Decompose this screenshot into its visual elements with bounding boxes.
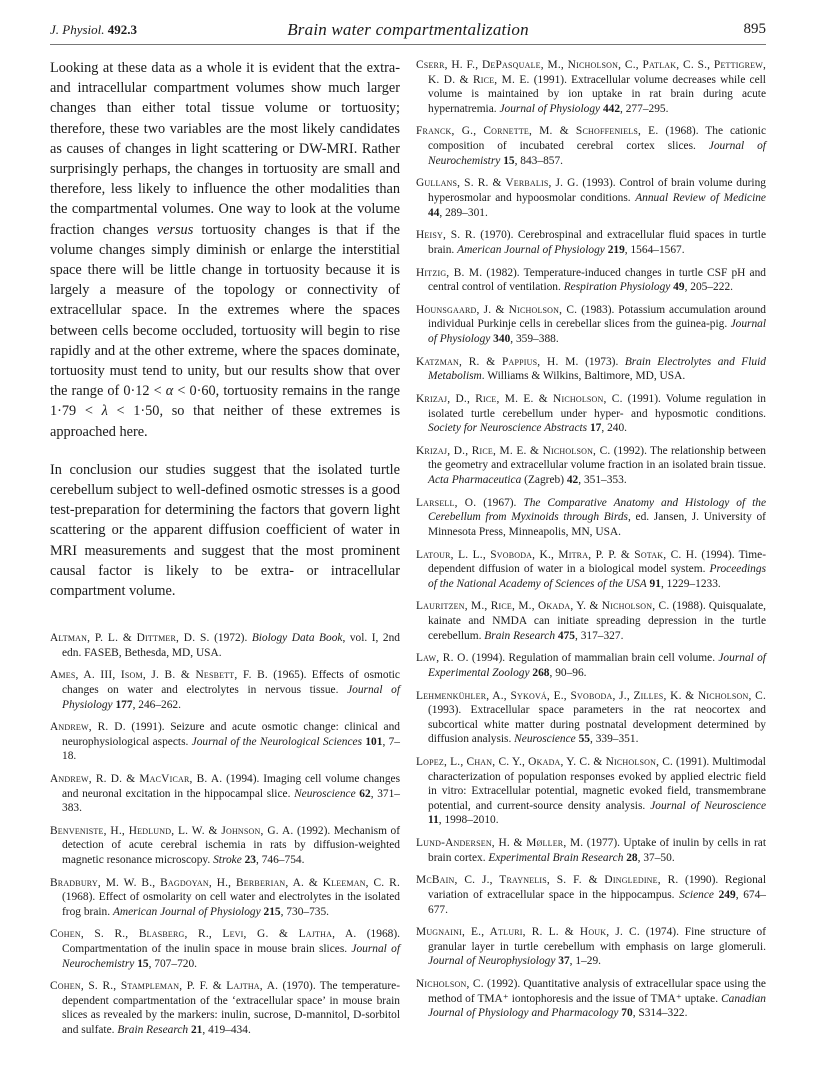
reference-year: (1993). <box>428 704 471 717</box>
reference-journal: Neuroscience <box>514 733 576 746</box>
reference-entry <box>416 873 766 917</box>
reference-title: Extracellular volume decreases while cell volume is maintained by ion uptake in rat brain during acute hypernatremia. <box>428 73 766 115</box>
reference-entry <box>50 772 400 816</box>
reference-journal: Society for Neuroscience Abstracts <box>428 422 588 435</box>
reference-pages: , 37–50. <box>637 851 675 864</box>
discussion-paragraph-2: In conclusion our studies suggest that the isolated turtle cerebellum subject to well-defined osmotic stresses is a good test-preparation for determining the factors that govern light scattering or the apparent diffusion coefficient of water in MRI measurements and suggest that the most prominent causal factor is likely to be extra- or intracellular compartment volume. <box>50 461 400 600</box>
reference-journal: Neuroscience <box>294 787 356 800</box>
reference-volume: 249 <box>713 889 736 901</box>
reference-volume: 442 <box>600 102 621 115</box>
reference-entry <box>50 824 400 868</box>
reference-volume: 23 <box>241 854 257 866</box>
reference-year: (1972). <box>209 632 252 645</box>
reference-pages: , 246–262. <box>132 698 181 711</box>
reference-year: (1967). <box>476 496 524 509</box>
reference-authors: Benveniste, H., Hedlund, L. W. & Johnson, G. A. <box>50 824 294 837</box>
p1-text-a: Looking at these data as a whole it is evident that the extra- and intracellular compartment volumes show much larger changes than either total tissue volume or tortuosity; therefore, these two variables are the most likely candidates as causes of changes in light scattering or DW-MRI. Rather surprisingly perhaps, the changes in tortuosity are small and therefore, less likely to influence the other modalities than the compartmental volumes. One way to look at the volume fraction changes <box>50 60 400 238</box>
reference-volume: 15 <box>500 154 515 167</box>
reference-journal: Biology Data Book <box>251 632 343 645</box>
reference-authors: Andrew, R. D. <box>50 721 126 734</box>
reference-journal: Annual Review of Medicine <box>635 191 766 204</box>
reference-authors: Nicholson, C. <box>416 978 484 991</box>
reference-year: (1982). <box>482 266 524 279</box>
reference-year: (1970). <box>475 229 518 242</box>
reference-title: The cationic composition of incubated cerebral cortex slices. <box>428 125 766 153</box>
reference-pages: , 317–327. <box>575 629 624 642</box>
reference-year: (1992). <box>483 978 524 991</box>
reference-entry <box>50 927 400 971</box>
reference-pages: , 351–353. <box>578 474 627 486</box>
running-header <box>50 20 766 42</box>
reference-year: (1988). <box>669 600 709 613</box>
reference-pages: , 1–29. <box>569 955 601 968</box>
reference-year: (1968). <box>356 928 400 941</box>
reference-title: The temperature-dependent compartmentation of the ‘extracellular space’ in mouse brain slices as revealed by the markers: inulin, sucrose, D-mannitol, D-sorbitol and sulfate. <box>62 980 400 1036</box>
reference-journal: Acta Pharmaceutica <box>428 474 522 486</box>
reference-title: Uptake of inulin by cells in rat brain cortex. <box>428 837 766 864</box>
reference-journal: American Journal of Physiology <box>112 905 261 918</box>
reference-authors: Law, R. O. <box>416 652 469 665</box>
reference-title: Compartmentation of the inulin space in mouse brain slices. <box>62 942 352 955</box>
reference-details: . Williams & Wilkins, Baltimore, MD, USA. <box>481 370 686 383</box>
p1-versus: versus <box>156 221 194 238</box>
reference-title: Imaging cell volume changes and neuronal excitation in the hippocampal slice. <box>62 773 401 800</box>
discussion-paragraph-1 <box>50 58 400 442</box>
reference-journal: Science <box>679 889 714 901</box>
reference-year: (1994). <box>468 652 509 665</box>
reference-journal: Journal of Neurochemistry <box>428 140 766 167</box>
left-column <box>50 58 400 1046</box>
reference-entry <box>416 599 766 643</box>
reference-journal: Journal of Neurophysiology <box>428 955 556 968</box>
reference-pages: , 205–222. <box>684 281 733 294</box>
alpha-symbol: α <box>165 383 174 400</box>
reference-entry <box>416 651 766 680</box>
reference-volume: 177 <box>112 698 133 711</box>
reference-pages: , 674–677. <box>428 889 766 916</box>
reference-journal: Proceedings of the National Academy of Sciences of the USA <box>428 563 766 590</box>
reference-journal: Journal of Physiology <box>499 102 601 115</box>
reference-journal: Journal of the Neurological Sciences <box>191 735 363 748</box>
reference-volume: 219 <box>604 243 625 256</box>
reference-journal: Journal of Experimental Zoology <box>428 652 766 679</box>
reference-volume: 340 <box>490 332 511 345</box>
reference-journal: Journal of Neuroscience <box>650 799 766 812</box>
reference-year: (1965). <box>267 669 312 682</box>
reference-entry <box>416 176 766 220</box>
reference-volume: 475 <box>555 629 575 642</box>
reference-title: Potassium accumulation around individual Purkinje cells in cerebellar slices from the guinea-pig. <box>428 303 766 331</box>
reference-title: Quantitative analysis of extracellular space using the method of TMA⁺ iontophoresis and the issue of TMA⁺ uptake. <box>428 978 766 1005</box>
reference-entry <box>416 444 766 488</box>
reference-volume: 11 <box>428 814 439 827</box>
reference-year: (1991). <box>529 73 572 86</box>
reference-journal: Journal of Neurochemistry <box>62 942 400 970</box>
reference-year: (1977). <box>583 837 624 850</box>
reference-journal: Journal of Physiology <box>62 684 400 711</box>
reference-title: Temperature-induced changes in turtle CSF pH and central control of ventilation. <box>428 266 766 294</box>
reference-pages: , 90–96. <box>549 666 587 679</box>
reference-pages: , 289–301. <box>439 206 488 219</box>
reference-pages: , 843–857. <box>514 154 564 167</box>
reference-authors: Heisy, S. R. <box>416 229 476 242</box>
reference-volume: 215 <box>260 905 281 918</box>
reference-authors: Latour, L. L., Svoboda, K., Mitra, P. P. & Sotak, C. H. <box>416 548 698 561</box>
reference-authors: Cserr, H. F., DePasquale, M., Nicholson, C., Patlak, C. S., Pettigrew, K. D. & Rice, M. E. <box>416 59 766 86</box>
reference-entry <box>416 392 766 436</box>
reference-authors: Cohen, S. R., Stampleman, P. F. & Lajtha, A. <box>50 980 279 993</box>
reference-authors: Krizaj, D., Rice, M. E. & Nicholson, C. <box>416 444 611 457</box>
p1-text-c: < 0·60, tortuosity remains in the range 1·79 < <box>50 383 401 420</box>
reference-authors: Lauritzen, M., Rice, M., Okada, Y. & Nicholson, C. <box>416 600 670 613</box>
reference-title: Effect of osmolarity on cell water and electrolytes in the isolated frog brain. <box>62 891 400 918</box>
reference-entry <box>50 979 400 1037</box>
reference-pages: , 359–388. <box>510 332 559 345</box>
reference-journal: American Journal of Physiology <box>457 243 605 256</box>
reference-pages: , 1998–2010. <box>438 814 499 827</box>
reference-year: (1991). <box>622 392 666 405</box>
reference-pages: , 1564–1567. <box>624 243 685 256</box>
reference-authors: Franck, G., Cornette, M. & Schoffeniels, E. <box>416 125 659 138</box>
reference-journal: Canadian Journal of Physiology and Pharmacology <box>428 992 766 1020</box>
reference-volume: 62 <box>355 787 371 800</box>
reference-details: , ed. Jansen, J. University of Minnesota Press, Minneapolis, MN, USA. <box>428 511 766 538</box>
page-number: 895 <box>743 21 766 37</box>
reference-pages: , 339–351. <box>590 733 639 746</box>
reference-entry <box>416 58 766 116</box>
reference-journal: Stroke <box>213 854 242 866</box>
reference-entry <box>416 124 766 168</box>
reference-authors: Gullans, S. R. & Verbalis, J. G. <box>416 177 579 190</box>
reference-entry <box>50 876 400 920</box>
p1-text-b: tortuosity changes is that if the volume changes simply diminish or enlarge the interstitial space there will be little change in tortuosity because it is largely a measure of the topology or connectivity of extracellular space. In the extremes where the spaces between cells become occluded, tortuosity will begin to rise rapidly and at the other extreme, where the spaces dominate, tortuosity must tend to unity, but our results show that over the range of 0·12 < <box>50 221 400 400</box>
reference-authors: Katzman, R. & Pappius, H. M. <box>416 355 579 368</box>
reference-entry <box>416 925 766 969</box>
reference-title: Control of brain volume during hyperosmolar and hypoosmolar conditions. <box>428 177 766 204</box>
reference-year: (1973). <box>578 355 625 368</box>
reference-details: , vol. I, 2nd edn. FASEB, Bethesda, MD, USA. <box>62 632 400 659</box>
reference-title: Extracellular space parameters in the rat neocortex and subcortical white matter during postnatal development determined by diffusion analysis. <box>428 704 766 746</box>
reference-entry <box>416 977 766 1021</box>
reference-volume: 70 <box>618 1007 633 1020</box>
reference-authors: Altman, P. L. & Dittmer, D. S. <box>50 632 210 645</box>
reference-authors: Larsell, O. <box>416 496 477 509</box>
reference-entry <box>416 266 766 295</box>
reference-year: (1968). <box>62 891 99 904</box>
reference-title: Quisqualate, kainate and NMDA can initiate spreading depression in the turtle cerebellum. <box>428 600 766 642</box>
reference-title: The relationship between the geometry and extracellular volume fraction in an isolated brain tissue. <box>428 444 766 472</box>
reference-entry <box>416 303 766 347</box>
reference-list-right <box>416 58 766 1029</box>
reference-authors: Ames, A. III, Isom, J. B. & Nesbett, F. B. <box>50 669 268 682</box>
reference-entry <box>416 355 766 384</box>
reference-year: (1983). <box>577 303 619 316</box>
reference-year: (1991). <box>125 721 171 734</box>
reference-title: Effects of osmotic changes on water and electrolytes in nervous tissue. <box>62 669 400 697</box>
reference-authors: Mugnaini, E., Atluri, R. L. & Houk, J. C. <box>416 926 640 939</box>
reference-entry <box>416 548 766 592</box>
reference-title: Multimodal characterization of population responses evoked by applied electric field in vitro: Extracellular potential, magnetic evoked field, transmembrane potential, and current-source density analysis. <box>428 756 766 812</box>
journal-name: J. Physiol. <box>50 22 105 37</box>
journal-volume: 492.3 <box>107 22 138 37</box>
reference-authors: Cohen, S. R., Blasberg, R., Levi, G. & Lajtha, A. <box>50 928 357 941</box>
reference-volume: 37 <box>555 955 570 968</box>
reference-journal: Brain Research <box>117 1023 189 1036</box>
reference-pages: , 7–18. <box>62 735 400 763</box>
reference-title: Volume regulation in isolated turtle cerebellum under hyper- and hyposmotic conditions. <box>428 392 766 420</box>
reference-volume: 21 <box>188 1023 203 1036</box>
reference-year: (1994). <box>222 773 264 786</box>
reference-volume: 55 <box>575 733 590 746</box>
reference-journal: Experimental Brain Research <box>488 851 624 864</box>
reference-volume: 44 <box>428 206 440 219</box>
reference-authors: Krizaj, D., Rice, M. E. & Nicholson, C. <box>416 392 623 405</box>
reference-authors: Lehmenkühler, A., Syková, E., Svoboda, J., Zilles, K. & Nicholson, C. <box>416 689 766 702</box>
running-title: Brain water compartmentalization <box>287 20 529 39</box>
reference-entry <box>50 720 400 764</box>
reference-entry <box>416 689 766 747</box>
p1-text-d: < 1·50, so that neither of these extremes is approached here. <box>50 403 401 440</box>
reference-entry <box>416 228 766 257</box>
reference-volume: 268 <box>529 666 550 679</box>
reference-year: (1992). <box>610 444 650 457</box>
reference-volume: 15 <box>134 957 149 970</box>
reference-authors: Hounsgaard, J. & Nicholson, C. <box>416 303 578 316</box>
reference-title: Regulation of mammalian brain cell volume. <box>508 652 719 665</box>
reference-pages: , 746–754. <box>256 854 305 866</box>
reference-pages: , S314–322. <box>632 1007 688 1020</box>
reference-year: (1990). <box>678 874 725 887</box>
reference-entry <box>416 836 766 865</box>
reference-volume: 28 <box>623 851 638 864</box>
reference-pages: , 240. <box>601 422 628 435</box>
reference-year: (1994). <box>697 548 739 561</box>
reference-volume: 42 <box>564 474 579 486</box>
reference-details: (Zagreb) <box>521 474 564 486</box>
reference-title: Regional variation of extracellular space in the hippocampus. <box>428 874 766 901</box>
reference-journal: Journal of Physiology <box>428 318 766 345</box>
reference-pages: , 730–735. <box>280 905 330 918</box>
reference-entry <box>50 631 400 660</box>
reference-pages: , 707–720. <box>148 957 198 970</box>
reference-entry <box>416 496 766 540</box>
reference-volume: 17 <box>587 422 602 435</box>
reference-title: Seizure and acute osmotic change: clinical and neurophysiological aspects. <box>62 721 400 748</box>
lambda-symbol: λ <box>101 403 108 420</box>
reference-list-left <box>50 631 400 1037</box>
reference-pages: , 419–434. <box>202 1023 251 1036</box>
reference-authors: Andrew, R. D. & MacVicar, B. A. <box>50 773 223 786</box>
reference-pages: , 277–295. <box>620 102 669 115</box>
reference-title: Cerebrospinal and extracellular fluid spaces in turtle brain. <box>428 229 766 256</box>
reference-entry <box>50 668 400 712</box>
reference-volume: 101 <box>362 735 383 748</box>
reference-volume: 91 <box>646 577 661 590</box>
reference-year: (1974). <box>639 926 685 939</box>
reference-year: (1993). <box>578 177 620 190</box>
reference-year: (1991). <box>673 756 713 769</box>
reference-journal: The Comparative Anatomy and Histology of the Cerebellum from Myxinoids through Birds <box>428 496 767 524</box>
reference-volume: 49 <box>670 281 685 294</box>
reference-pages: , 371–383. <box>62 787 400 815</box>
reference-pages: , 1229–1233. <box>660 577 721 590</box>
reference-entry <box>416 755 766 828</box>
reference-journal: Respiration Physiology <box>563 281 671 294</box>
reference-title: Mechanism of detection of acute cerebral ischemia in rats by diffusion-weighted magnetic resonance microscopy. <box>62 824 400 866</box>
reference-journal: Brain Research <box>484 629 556 642</box>
reference-title: Time-dependent diffusion of water in a biological model system. <box>428 548 766 576</box>
reference-year: (1968). <box>658 125 706 138</box>
header-rule <box>50 44 766 45</box>
reference-authors: McBain, C. J., Traynelis, S. F. & Dingledine, R. <box>416 874 679 887</box>
reference-year: (1992). <box>293 824 334 837</box>
reference-title: Fine structure of granular layer in turtle cerebellum with emphasis on large glomeruli. <box>428 926 766 953</box>
reference-authors: Lund-Andersen, H. & Møller, M. <box>416 837 584 850</box>
reference-authors: Hitzig, B. M. <box>416 266 483 279</box>
reference-journal: Brain Electrolytes and Fluid Metabolism <box>428 355 766 383</box>
reference-authors: Bradbury, M. W. B., Bagdoyan, H., Berberian, A. & Kleeman, C. R. <box>50 876 400 889</box>
reference-authors: Lopez, L., Chan, C. Y., Okada, Y. C. & Nicholson, C. <box>416 756 674 769</box>
reference-year: (1970). <box>278 980 320 993</box>
